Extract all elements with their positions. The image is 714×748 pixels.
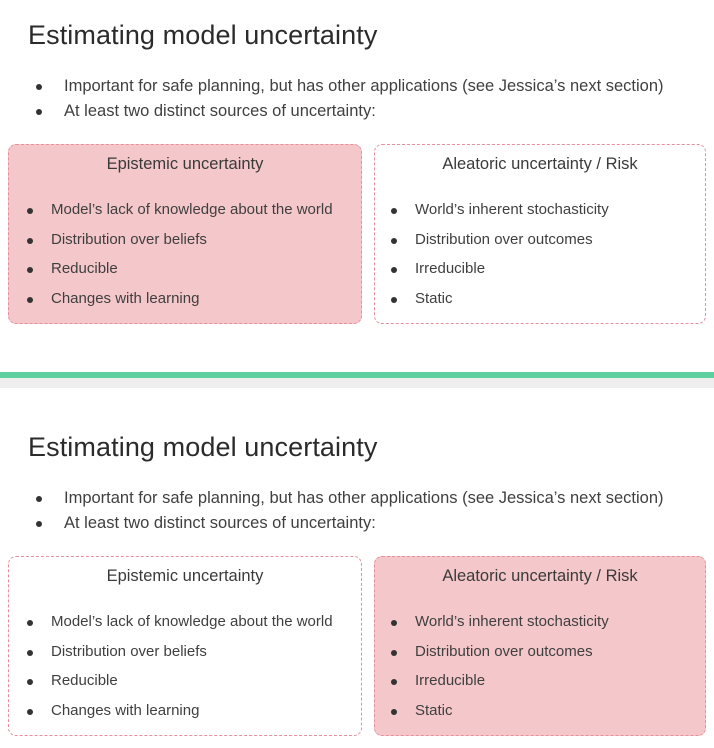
list-item: Reducible xyxy=(25,666,333,696)
aleatoric-box-title: Aleatoric uncertainty / Risk xyxy=(442,155,638,173)
list-item: Distribution over beliefs xyxy=(25,225,333,255)
slide-epistemic-highlighted xyxy=(0,0,714,372)
list-item: Model’s lack of knowledge about the world xyxy=(25,195,333,225)
aleatoric-list xyxy=(389,195,609,313)
intro-bullets xyxy=(36,74,664,124)
list-item: Changes with learning xyxy=(25,284,333,314)
list-item: Distribution over beliefs xyxy=(25,637,333,667)
bullet-item: Important for safe planning, but has other applications (see Jessica’s next section) xyxy=(36,486,664,511)
aleatoric-list xyxy=(389,607,609,725)
epistemic-box xyxy=(8,144,362,324)
bullet-item: At least two distinct sources of uncertainty: xyxy=(36,511,664,536)
list-item: Model’s lack of knowledge about the world xyxy=(25,607,333,637)
epistemic-list xyxy=(25,607,333,725)
list-item: Distribution over outcomes xyxy=(389,637,609,667)
list-item: Static xyxy=(389,696,609,726)
aleatoric-box xyxy=(374,144,706,324)
intro-bullets xyxy=(36,486,664,536)
aleatoric-box xyxy=(374,556,706,736)
slide-title: Estimating model uncertainty xyxy=(28,432,378,462)
list-item: World’s inherent stochasticity xyxy=(389,195,609,225)
list-item: Changes with learning xyxy=(25,696,333,726)
list-item: Reducible xyxy=(25,254,333,284)
list-item: Distribution over outcomes xyxy=(389,225,609,255)
slide-separator xyxy=(0,372,714,388)
list-item: Static xyxy=(389,284,609,314)
epistemic-box-title: Epistemic uncertainty xyxy=(106,155,264,173)
epistemic-list xyxy=(25,195,333,313)
aleatoric-box-title: Aleatoric uncertainty / Risk xyxy=(442,567,638,585)
slide-title: Estimating model uncertainty xyxy=(28,20,378,50)
bullet-item: At least two distinct sources of uncertainty: xyxy=(36,99,664,124)
bullet-item: Important for safe planning, but has other applications (see Jessica’s next section) xyxy=(36,74,664,99)
slide-aleatoric-highlighted xyxy=(0,388,714,748)
green-divider-bar xyxy=(0,372,714,378)
epistemic-box-title: Epistemic uncertainty xyxy=(106,567,264,585)
list-item: Irreducible xyxy=(389,254,609,284)
list-item: Irreducible xyxy=(389,666,609,696)
list-item: World’s inherent stochasticity xyxy=(389,607,609,637)
epistemic-box xyxy=(8,556,362,736)
